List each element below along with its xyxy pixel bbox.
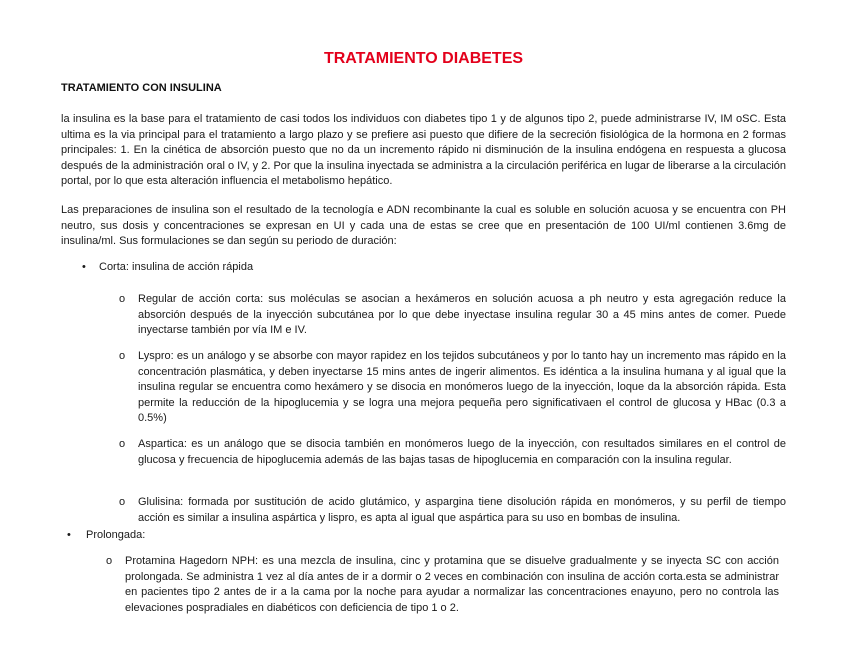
sub-marker: o [119, 438, 126, 450]
sub-marker: o [119, 293, 126, 305]
list-item-aspartica: Aspartica: es un análogo que se disocia también en monómeros luego de la inyección, con resultados similares en el control de glucosa y frecuencia de hipoglucemia además de las bajas tasas de hipoglucemia en comparación con la insulina regular. [138, 438, 786, 466]
paragraph-preparations: Las preparaciones de insulina son el resultado de la tecnología e ADN recombinante la cual es soluble en solución acuosa y se encuentra con PH neutro, sus dosis y concentraciones se expresan en UI y cada una de estas se cree que en presentación de 100 UI/ml contienen 3.6mg de insulina/ml. Sus formulaciones se dan según su periodo de duración: [61, 204, 786, 247]
list-item-glulisina: Glulisina: formada por sustitución de acido glutámico, y aspargina tiene disolución rápida en monómeros, y su perfil de tiempo acción es similar a insulina aspártica y lispro, es apta al igual que aspártica para su uso en bombas de insulina. [138, 496, 786, 524]
bullet-label-corta: Corta: insulina de acción rápida [99, 261, 254, 273]
paragraph-intro: la insulina es la base para el tratamiento de casi todos los individuos con diabetes tipo 1 y de algunos tipo 2, puede administrarse IV, IM oSC. Esta ultima es la via principal para el tratamiento a largo plazo y se prefiere asi puesto que difiere de la secreción fisiológica de la hormona en 2 formas principales: 1. En la cinética de absorción puesto que no da un incremento rápido ni disminución de la insulina endógena en respuesta a glucosa después de la administración oral o IV, y 2. Por que la insulina inyectada se administra a la circulación periférica en lugar de liberarse a la circulación portal, por lo que esta alteración influencia el metabolismo hepático. [61, 113, 786, 187]
list-item-lyspro: Lyspro: es un análogo y se absorbe con mayor rapidez en los tejidos subcutáneos y por lo tanto hay un incremento mas rápido en la concentración plasmática, y deben inyectarse 15 mins antes de ingerir alimentos. Es idéntica a la insulina humana y al igual que la insulina regular se encuentra como hexámero y se disocia en monómeros luego de la inyección, loque da la absorción rápida. Esta permite la reducción de la hipoglucemia y se logra una mejora pequeña pero significativaen el control de glucosa y HBac (0.3 a 0.5%) [138, 350, 786, 424]
sub-marker: o [106, 555, 113, 567]
bullet-label-prolongada: Prolongada: [86, 529, 146, 541]
bullet-marker: • [82, 261, 86, 273]
bullet-marker: • [67, 529, 71, 541]
list-item-regular: Regular de acción corta: sus moléculas se asocian a hexámeros en solución acuosa a ph neutro y esta agregación reduce la absorción después de la inyección subcutánea por lo que debe inyectase insulina regular 30 a 45 mins antes de comer. Puede inyectarse también por vía IM e IV. [138, 293, 786, 336]
sub-marker: o [119, 350, 126, 362]
list-item-nph: Protamina Hagedorn NPH: es una mezcla de insulina, cinc y protamina que se disuelve gradualmente y se inyecta SC con acción prolongada. Se administra 1 vez al día antes de ir a dormir o 2 veces en combinación con insulina de acción corta.esta se administrar en pacientes tipo 2 antes de ir a la cama por la noche para ayudar a normalizar las concentraciones enayuno, pero no controla las elevaciones pospradiales en diabéticos con deficiencia de tipo 1 o 2. [125, 555, 779, 614]
document-title: TRATAMIENTO DIABETES [323, 50, 524, 67]
sub-marker: o [119, 496, 126, 508]
section-heading: TRATAMIENTO CON INSULINA [61, 82, 222, 94]
